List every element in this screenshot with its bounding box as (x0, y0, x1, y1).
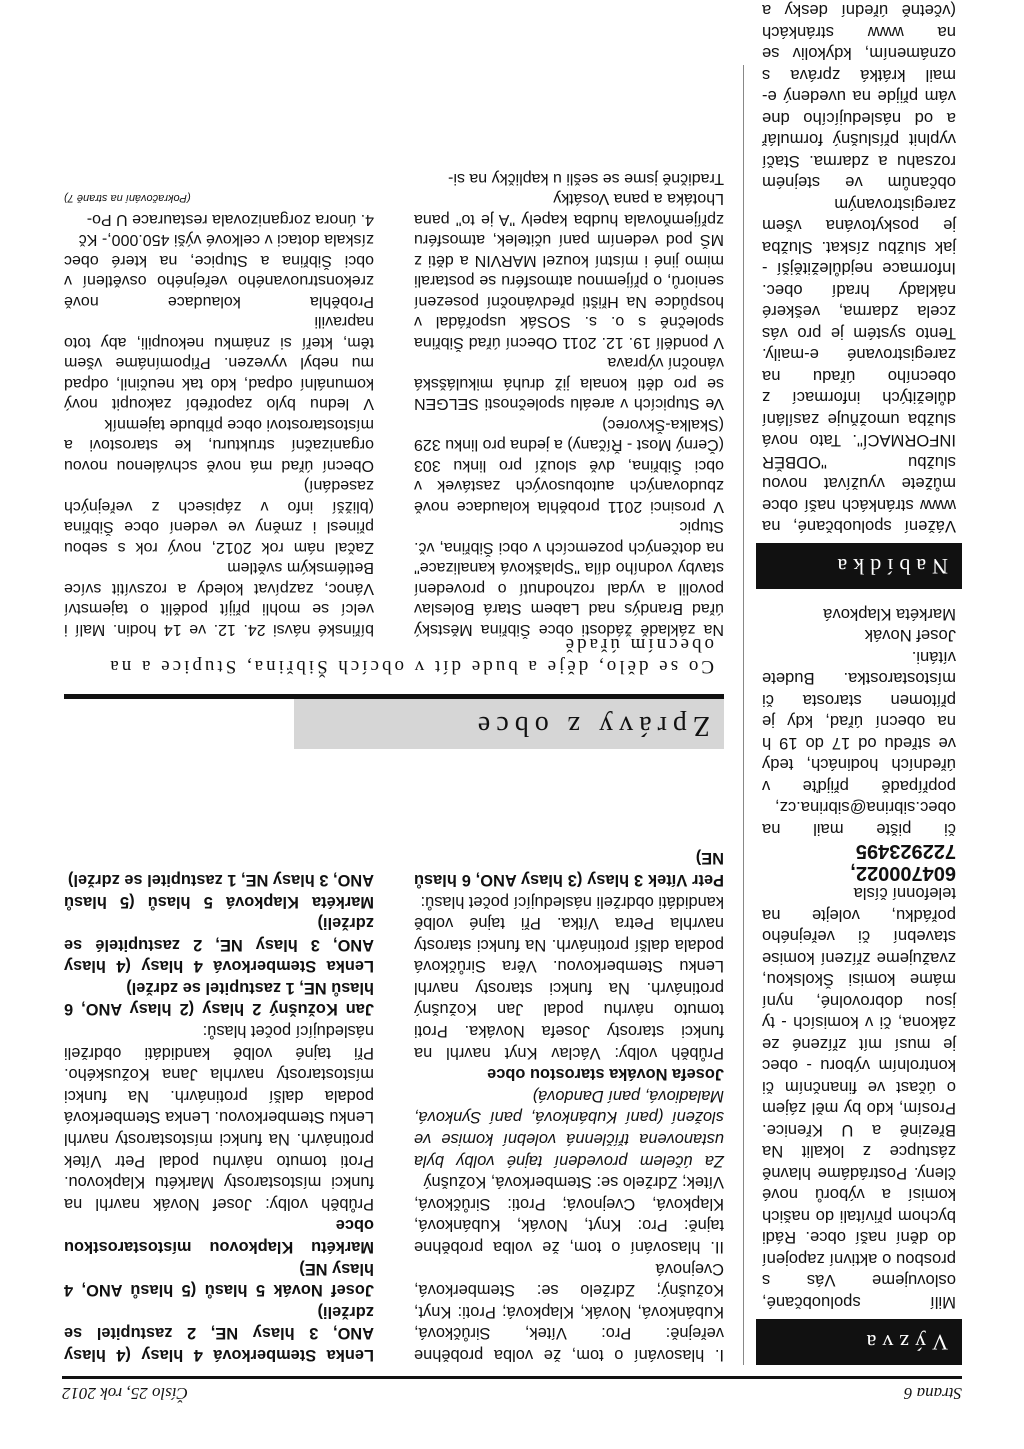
hlasovani-paragraph: Průběh volby: Václav Knyt navrhl na funkci starosty Josefa Nováka. Proti tomuto návrhu podal Jan Kožušný protinávrh. Na funkci starosty navrhl Lenku Stemberkovou. Věra Sirůčková podala další protinávrh. Na funkci starosty navrhla Petra Vítka. Při tajné volbě kandidáti obdrželi následující počet hlasů: (414, 892, 724, 1062)
continuation-note: (Pokračování na straně 7) (64, 192, 191, 205)
zpravy-paragraph: Proběhla kolaudace nově zrekonstruovaného veřejného osvětlení v obci Šibřina a Stupice, na které obec získala dotaci v celkové výši 450.000,- Kč (64, 231, 374, 310)
zpravy-paragraph: Ve Stupicích v areálu společnosti SELGEN se pro děti konala již druhá mikulášská vánoční výprava (414, 354, 724, 413)
page-number: Strana 6 (903, 1384, 962, 1403)
zpravy-paragraph: Obecní úřad má nově schválenou novou organizační strukturu, ke starostovi a místostarostovi obce přibude tajemník (64, 416, 374, 474)
vyzva-phone-numbers: 604700022, 722923495 (850, 840, 956, 884)
hlasovani-paragraph: I. hlasování o tom, že volba proběhne veřejně: Pro: Vítek, Sirůčková, Kubánková, Novák, Klapková; Proti: Knyt, Kožušný; Zdrželo se: Stemberková, Cvejnová (414, 1259, 724, 1364)
zpravy-paragraph: Tradičně jsme se sešli u kapličky na si- (448, 170, 724, 187)
vyzva-paragraph: či pište mail na obec.sibrina@sibrina.cz, popřípadě přijďte v úředních hodinách, tedy ve středu od 17 do 19 h na obecní úřad, kdy je přítomen starosta či místostarostka. Budete vítáni. (762, 648, 956, 839)
vyzva-signature: Josef Novák (864, 626, 956, 646)
zpravy-paragraph: Začal nám rok 2012, nový rok s sebou přinesl i změny ve vedení obce Šibřina (bližší info v zápisech z veřejných zasedání) (64, 477, 374, 556)
header-rule (62, 1376, 962, 1379)
issue-number: Číslo 25, rok 2012 (62, 1384, 188, 1403)
section-title: Zprávy z obce (294, 699, 724, 749)
hlasovani-heading: Josefa Nováka starostou obce (487, 1065, 724, 1084)
vyzva-paragraph: Milí spoluobčané, oslovujeme Vás s prosbou o aktivní zapojení do dění naší obce. Rádi bychom přivítali do našich komisí a výborů nové členy. Postrádáme hlavně zástupce z lokalit Na Březině a U Křenice. Prosím, kdo by měl zájem o účast ve finančním či kontrolním výboru - obec je musí mít zřízené ze zákona, či v komisích - ty jsou dobrovolné, nyní máme komisi Školskou, zvažujeme zřízení komise stavební či veřejného pořádku, volejte na telefonní čísla (762, 884, 956, 1312)
hlasovani-heading: Markétu Klapkovou místostarostkou obce (64, 1216, 374, 1257)
zpravy-paragraph: 4. února zorganizovala restaurace U Po- (86, 211, 374, 228)
section-rule (64, 694, 724, 699)
section-header (64, 689, 724, 749)
hlasovani-result: Josef Novák 5 hlasů (5 hlasů ANO, 4 hlasy NE) (64, 1259, 374, 1300)
hlasovani-result: Jan Kožušný 2 hlasy (2 hlasy ANO, 6 hlasů NE, 1 zastupitel se zdržel) (64, 978, 374, 1019)
zpravy-paragraph: V prosinci 2011 proběhla kolaudace nově zbudovaných autobusových zastávek v obci Šibřina, dvě slouží pro linku 303 (Černý Most - Říčany) a jedna pro linku 329 (Skalka-Škvorec) (414, 416, 724, 515)
hlasovani-result: Lenka Stemberková 4 hlasy (4 hlasy ANO, 3 hlasy NE, 2 zastupitel se zdrželi) (64, 1302, 374, 1364)
zpravy-paragraph: Na základě žádosti obce Šibřina Městský úřad Brandýs nad Labem Stará Boleslav povolil a vydal rozhodnutí o provedení stavby vodního díla "Splašková kanalizace" na dotčených pozemcích v obci Šibřina, vč. Stupic (414, 518, 724, 638)
hlasovani-paragraph: Průběh volby: Josef Novák navrhl na funkci místostarosty Markétu Klapkovou. Proti tomuto návrhu podal Petr Vítek protinávrh. Na funkci místostarosty navrhl Lenku Stemberkovou. Lenka Stemberková podala další protinávrh. Na funkci místostarosty navrhla Jana Kožuského. Při tajné volbě kandidáti obdrželi následující počet hlasů: (64, 1022, 374, 1213)
hlasovani-paragraph: II. hlasování o tom, že volba proběhne tajně: Pro: Knyt, Novák, Kubánková, Klapková, Cvejnová; Proti: Sirůčková, Vítek; Zdrželo se: Stemberková, Kožušný (414, 1173, 724, 1257)
vyzva-title: Výzva (756, 1319, 962, 1365)
hlasovani-result: Petr Vítek 3 hlasy (3 hlasy ANO, 6 hlasů NE) (414, 849, 724, 889)
nabidka-paragraph: Vážení spoluobčané, na www stránkách naší obce můžete využívat novou službu "ODBĚR INFORMACÍ". Tato nová služba umožňuje zasílání důležitých informací z obecního úřadu na zaregistrované e-maily. Tento systém je pro vás zcela zdarma, veškeré náklady hradí obec. Informace nejdůležitější - jak službu získat. Služba je poskytována všem zaregistrovaným občanům ve stejném rozsahu a zdarma. Stačí vyplnit příslušný formulář a od následujícího dne vám přijde na uvedený e-mail krátká zpráva s oznámením, kdykoliv se na www stránkách (včetně úřední desky a (762, 1, 956, 537)
zpravy-paragraph: V lednu bylo zapotřebí zakoupit nový komunální odpad, kdo tak neučinil, odpad mu nebyl vyvezen. Připomínáme všem těm, kteří si známku nekoupili, aby toto napravili (64, 313, 374, 413)
nabidka-body (756, 0, 962, 544)
column-divider (743, 65, 744, 1365)
hlasovani-result: Markéta Klapková 5 hlasů (5 hlasů ANO, 3 hlasy NE, 1 zastupitel se zdržel) (64, 870, 374, 911)
vyzva-body (756, 604, 962, 1320)
zpravy-column-1 (414, 79, 724, 639)
hlasovani-result: Lenka Stemberková 4 hlasy (4 hlasy ANO, 3 hlasy NE, 2 zastupitelé se zdrželi) (64, 914, 374, 976)
section-subtitle: Co se dělo, děje a bude dít v obcích Šibřina, Stupice a na obecním úřadě (107, 634, 714, 677)
hlasovani-column-1 (414, 765, 724, 1365)
vyzva-signature: Markéta Klapková (823, 605, 956, 624)
hlasovani-commission: Za účelem provedení tajné volby byla ustanovena tříčlenná volební komise ve složení (paní Kubánková, paní Synková, Maladiová, paní Dandová) (414, 1086, 724, 1170)
sidebar-boxes (756, 1, 962, 1365)
zpravy-paragraph: bířinské návsi 24. 12. ve 14 hodin. Malí i velcí se mohli přijít podělit o tajemství Vánoc, zazpívat koledy a rozsvítit svíce Betlémským světlem (64, 559, 374, 638)
nabidka-title: Nabídka (756, 544, 962, 590)
zpravy-column-2 (64, 79, 374, 639)
page-header (62, 1373, 962, 1413)
hlasovani-column-2 (64, 765, 374, 1365)
zpravy-paragraph: V pondělí 19. 12. 2011 Obecní úřad Šibřina společně s o. s. SOSák uspořádal v hospůdce Na Hřišti předvánoční posezení seniorů, o příjemnou atmosféru se postarali mimo jiné i místní kouzel MARVIN a děti z MŠ pod vedením paní učitelek, atmosféru zpříjemňovala hudba kapely "A je to" pana Lhotáka a pana Vosátky (414, 190, 724, 351)
